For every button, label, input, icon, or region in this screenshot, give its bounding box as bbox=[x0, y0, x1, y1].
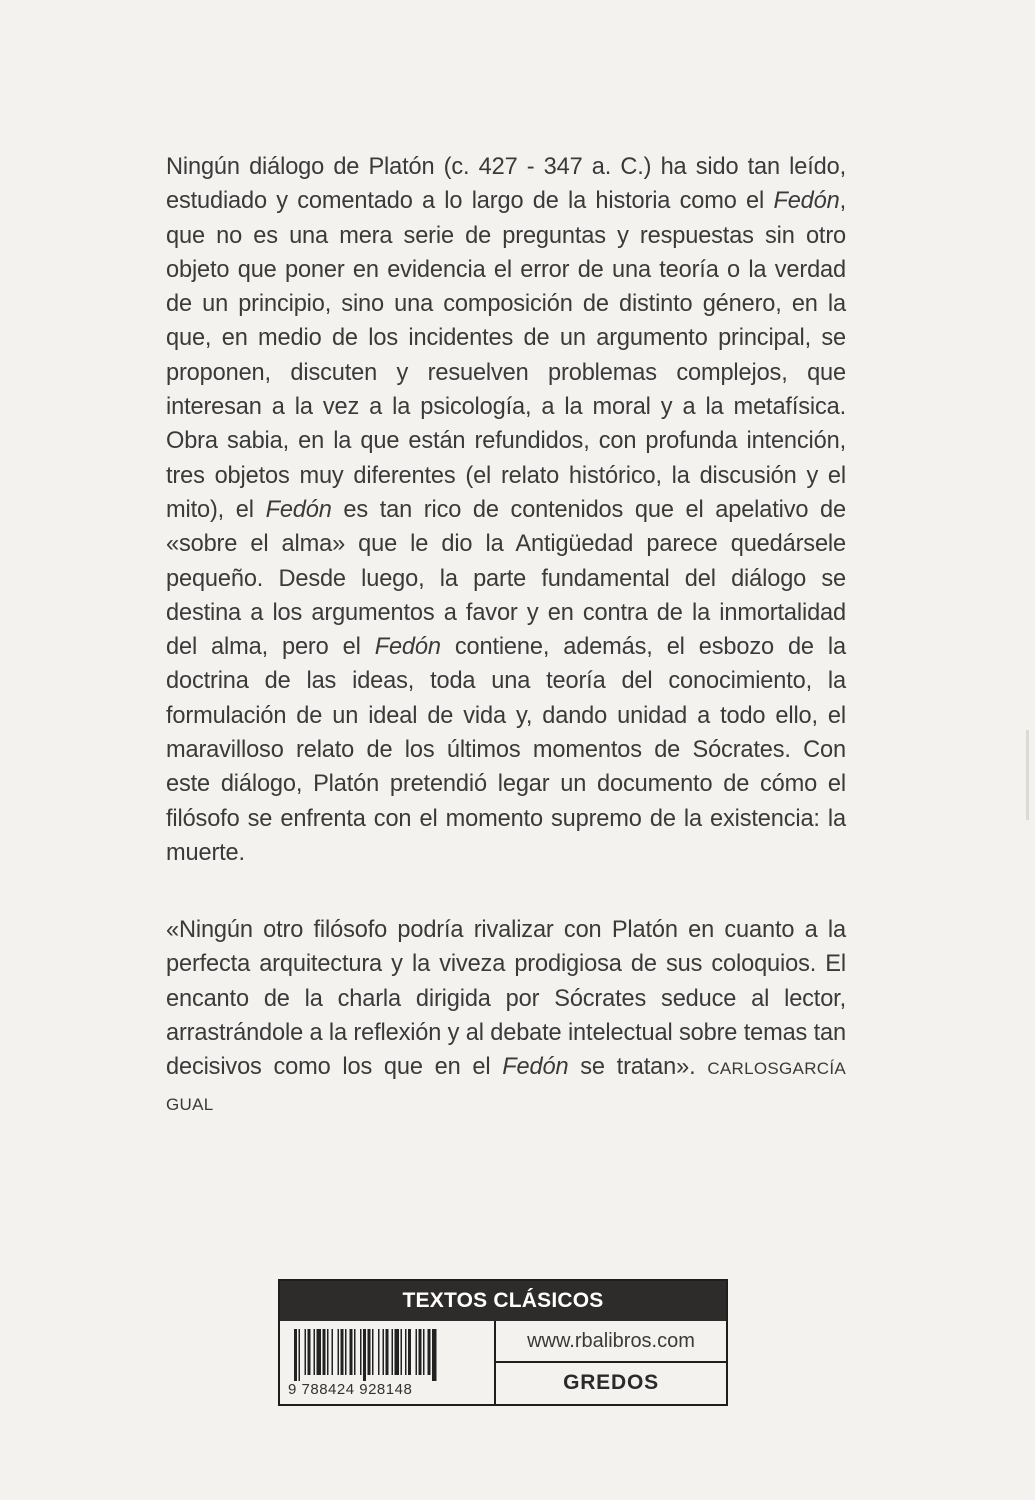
synopsis-paragraph bbox=[166, 150, 846, 870]
book-title-italic: Fedón bbox=[265, 496, 332, 523]
book-title-italic: Fedón bbox=[374, 634, 441, 661]
synopsis-text: Ningún diálogo de Platón (c. 427 - 347 a. C.) ha sido tan leído, estudiado y comentado a lo largo de la historia como el bbox=[166, 154, 846, 215]
book-title-italic: Fedón bbox=[773, 188, 840, 215]
barcode-icon bbox=[294, 1329, 484, 1381]
quote-paragraph bbox=[166, 913, 846, 1123]
publisher-row bbox=[280, 1321, 726, 1404]
synopsis-text: es tan rico de contenidos que el apelativo de «sobre el alma» que le dio la Antigüedad parece quedársele pequeño. Desde luego, la parte fundamental del diálogo se destina a los argumentos a favor y en contra de la inmortalidad del alma, pero el bbox=[166, 496, 846, 661]
synopsis-text: contiene, además, el esbozo de la doctrina de las ideas, toda una teoría del conocimiento, la formulación de un ideal de vida y, dando unidad a todo ello, el maravilloso relato de los últimos momentos de Sócrates. Con este diálogo, Platón pretendió legar un documento de cómo el filósofo se enfrenta con el momento supremo de la existencia: la muerte. bbox=[166, 634, 846, 866]
collection-name: TEXTOS CLÁSICOS bbox=[280, 1281, 726, 1321]
quote-block bbox=[166, 913, 846, 1123]
synopsis-block bbox=[166, 150, 846, 870]
synopsis-text: , que no es una mera serie de preguntas y respuestas sin otro objeto que poner en evidencia el error de una teoría o la verdad de un principio, sino una composición de distinto género, en la que, en medio de los incidentes de un argumento principal, se proponen, discuten y resuelven problemas complejos, que interesan a la vez a la psicología, a la moral y a la metafísica. Obra sabia, en la que están refundidos, con profunda intención, tres objetos muy diferentes (el relato histórico, la discusión y el mito), el bbox=[166, 188, 846, 523]
quote-author-last: GARCÍA GUAL bbox=[166, 1059, 847, 1115]
publisher-box bbox=[278, 1279, 728, 1406]
quote-author-first: CARLOS bbox=[707, 1059, 780, 1079]
book-title-italic: Fedón bbox=[502, 1054, 569, 1081]
quote-text: se tratan». bbox=[568, 1054, 696, 1081]
publisher-logo: GREDOS bbox=[563, 1371, 659, 1394]
edge-shadow bbox=[1026, 730, 1029, 820]
publisher-info bbox=[496, 1321, 726, 1404]
website-link[interactable]: www.rbalibros.com bbox=[496, 1321, 726, 1363]
barcode bbox=[280, 1321, 496, 1404]
isbn-digits: 9 788424 928148 bbox=[288, 1381, 413, 1398]
quote-text: «Ningún otro filósofo podría rivalizar con Platón en cuanto a la perfecta arquitectura y la viveza prodigiosa de sus coloquios. El encanto de la charla dirigida por Sócrates seduce al lector, arrastrándole a la reflexión y al debate intelectual sobre temas tan decisivos como los que en el bbox=[166, 917, 846, 1081]
